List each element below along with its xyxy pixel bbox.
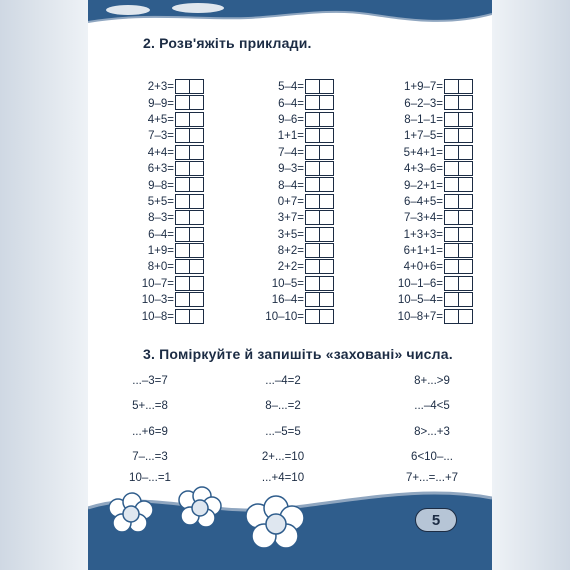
answer-cells [175, 261, 204, 275]
section-3-heading: 3. Поміркуйте й запишіть «заховані» числа. [143, 346, 453, 362]
example-row [256, 292, 334, 308]
hidden-number-puzzle: ...+6=9 [132, 426, 168, 438]
example-row [126, 79, 204, 95]
example-expression: 10–5= [271, 277, 304, 290]
page-left-margin [0, 0, 88, 570]
example-row [385, 95, 473, 111]
answer-cell[interactable] [319, 276, 334, 291]
answer-cell[interactable] [319, 227, 334, 242]
answer-cells [305, 146, 334, 160]
example-expression: 0+7= [277, 195, 304, 208]
answer-cells [175, 310, 204, 324]
example-expression: 3+7= [277, 212, 304, 225]
example-expression: 3+5= [277, 228, 304, 241]
example-expression: 4+3–6= [403, 163, 443, 176]
example-expression: 4+5= [147, 113, 174, 126]
hidden-number-puzzle: 5+...=8 [132, 400, 168, 412]
example-row [256, 243, 334, 259]
example-expression: 6–2–3= [404, 97, 443, 110]
answer-cells [175, 244, 204, 258]
example-expression: 16–4= [271, 294, 304, 307]
hidden-number-puzzle: 10–...=1 [129, 472, 171, 484]
answer-cell[interactable] [189, 112, 204, 127]
example-row [126, 243, 204, 259]
answer-cell[interactable] [458, 227, 473, 242]
example-row [385, 227, 473, 243]
answer-cells [444, 293, 473, 307]
example-expression: 10–1–6= [397, 277, 443, 290]
answer-cell[interactable] [319, 259, 334, 274]
hidden-number-puzzle: 6<10–... [411, 451, 453, 463]
answer-cells [175, 277, 204, 291]
answer-cell[interactable] [319, 309, 334, 324]
answer-cells [444, 97, 473, 111]
answer-cell[interactable] [458, 95, 473, 110]
example-expression: 10–3= [141, 294, 174, 307]
example-expression: 10–8+7= [397, 310, 443, 323]
page-number: 5 [431, 511, 441, 529]
page-number-badge [415, 508, 457, 532]
example-expression: 8+0= [147, 261, 174, 274]
example-row [256, 308, 334, 324]
example-expression: 9–9= [148, 97, 174, 110]
top-wave-decoration [88, 0, 492, 30]
answer-cell[interactable] [319, 161, 334, 176]
example-row [385, 161, 473, 177]
answer-cells [305, 211, 334, 225]
example-expression: 8+2= [277, 245, 304, 258]
example-expression: 9–2+1= [403, 179, 443, 192]
example-row [385, 177, 473, 193]
answer-cells [444, 310, 473, 324]
example-expression: 1+7–5= [403, 130, 443, 143]
answer-cell[interactable] [189, 292, 204, 307]
answer-cell[interactable] [319, 194, 334, 209]
examples-column-1 [126, 79, 204, 325]
example-row [385, 79, 473, 95]
example-row [126, 276, 204, 292]
answer-cell[interactable] [319, 243, 334, 258]
answer-cell[interactable] [458, 243, 473, 258]
example-row [385, 145, 473, 161]
hidden-number-puzzle: 2+...=10 [261, 451, 305, 463]
hidden-number-puzzle: ...–4<5 [414, 400, 450, 412]
example-expression: 4+4= [147, 146, 174, 159]
hidden-number-puzzle: 7–...=3 [132, 451, 168, 463]
example-row [126, 112, 204, 128]
answer-cells [444, 162, 473, 176]
answer-cell[interactable] [458, 79, 473, 94]
example-expression: 10–7= [141, 277, 174, 290]
example-row [385, 128, 473, 144]
answer-cell[interactable] [189, 309, 204, 324]
example-row [256, 112, 334, 128]
example-expression: 10–5–4= [397, 294, 443, 307]
answer-cells [444, 80, 473, 94]
answer-cell[interactable] [189, 95, 204, 110]
example-expression: 6–4= [278, 97, 304, 110]
answer-cell[interactable] [319, 95, 334, 110]
answer-cells [444, 146, 473, 160]
answer-cells [175, 80, 204, 94]
answer-cells [175, 195, 204, 209]
example-row [385, 243, 473, 259]
answer-cells [444, 113, 473, 127]
answer-cells [175, 211, 204, 225]
example-row [126, 194, 204, 210]
example-row [385, 276, 473, 292]
example-expression: 2+2= [277, 261, 304, 274]
answer-cells [305, 195, 334, 209]
example-expression: 6–4+5= [403, 195, 443, 208]
answer-cell[interactable] [189, 210, 204, 225]
example-row [256, 79, 334, 95]
answer-cells [305, 261, 334, 275]
example-row [126, 308, 204, 324]
answer-cell[interactable] [189, 161, 204, 176]
example-row [126, 145, 204, 161]
answer-cells [444, 211, 473, 225]
example-expression: 2+3= [147, 81, 174, 94]
answer-cell[interactable] [319, 79, 334, 94]
example-row [256, 145, 334, 161]
example-expression: 1+9= [147, 245, 174, 258]
answer-cells [305, 277, 334, 291]
example-row [385, 259, 473, 275]
answer-cells [175, 162, 204, 176]
answer-cells [175, 130, 204, 144]
example-row [385, 194, 473, 210]
answer-cell[interactable] [189, 227, 204, 242]
answer-cell[interactable] [458, 128, 473, 143]
example-expression: 6–4= [148, 228, 174, 241]
answer-cell[interactable] [189, 194, 204, 209]
answer-cell[interactable] [319, 145, 334, 160]
examples-column-3 [385, 79, 473, 325]
answer-cells [305, 228, 334, 242]
answer-cells [175, 146, 204, 160]
example-expression: 9–6= [278, 113, 304, 126]
example-row [385, 308, 473, 324]
example-expression: 10–8= [141, 310, 174, 323]
example-expression: 6+3= [147, 163, 174, 176]
answer-cells [444, 130, 473, 144]
answer-cell[interactable] [458, 276, 473, 291]
example-row [256, 161, 334, 177]
example-expression: 5–4= [278, 81, 304, 94]
answer-cells [444, 277, 473, 291]
answer-cells [305, 80, 334, 94]
hidden-number-puzzle: ...–5=5 [265, 426, 301, 438]
answer-cells [305, 179, 334, 193]
answer-cells [444, 228, 473, 242]
answer-cells [444, 244, 473, 258]
example-expression: 1+9–7= [403, 81, 443, 94]
answer-cell[interactable] [458, 161, 473, 176]
example-expression: 5+5= [147, 195, 174, 208]
answer-cells [175, 113, 204, 127]
example-expression: 4+0+6= [403, 261, 443, 274]
answer-cell[interactable] [189, 259, 204, 274]
example-row [126, 227, 204, 243]
example-row [126, 292, 204, 308]
answer-cell[interactable] [458, 177, 473, 192]
answer-cell[interactable] [189, 243, 204, 258]
answer-cell[interactable] [319, 292, 334, 307]
answer-cells [175, 97, 204, 111]
example-expression: 8–4= [278, 179, 304, 192]
example-row [256, 259, 334, 275]
example-expression: 7–3+4= [403, 212, 443, 225]
example-row [126, 95, 204, 111]
example-expression: 7–3= [148, 130, 174, 143]
example-expression: 1+1= [277, 130, 304, 143]
example-row [385, 292, 473, 308]
example-row [256, 276, 334, 292]
answer-cells [305, 162, 334, 176]
example-expression: 6+1+1= [403, 245, 443, 258]
example-expression: 8–3= [148, 212, 174, 225]
answer-cell[interactable] [458, 292, 473, 307]
example-row [385, 112, 473, 128]
answer-cell[interactable] [189, 276, 204, 291]
answer-cells [305, 130, 334, 144]
answer-cells [444, 195, 473, 209]
example-row [256, 177, 334, 193]
answer-cells [175, 293, 204, 307]
section-2-heading: 2. Розв'яжіть приклади. [143, 35, 312, 51]
example-expression: 7–4= [278, 146, 304, 159]
hidden-number-puzzle: ...–4=2 [265, 375, 301, 387]
example-row [256, 95, 334, 111]
example-expression: 9–3= [278, 163, 304, 176]
hidden-number-puzzle: 8>...+3 [414, 426, 450, 438]
example-row [256, 227, 334, 243]
answer-cell[interactable] [458, 309, 473, 324]
answer-cells [305, 97, 334, 111]
hidden-number-puzzle: 8–...=2 [265, 400, 301, 412]
answer-cell[interactable] [319, 210, 334, 225]
hidden-number-puzzle: 7+...=...+7 [405, 472, 459, 484]
answer-cell[interactable] [458, 194, 473, 209]
example-row [126, 210, 204, 226]
answer-cells [444, 179, 473, 193]
answer-cell[interactable] [458, 210, 473, 225]
example-row [126, 259, 204, 275]
answer-cells [305, 113, 334, 127]
example-row [126, 128, 204, 144]
answer-cell[interactable] [458, 112, 473, 127]
example-row [256, 194, 334, 210]
answer-cell[interactable] [319, 112, 334, 127]
example-expression: 10–10= [265, 310, 304, 323]
answer-cells [305, 293, 334, 307]
example-expression: 8–1–1= [404, 113, 443, 126]
answer-cell[interactable] [319, 128, 334, 143]
answer-cell[interactable] [458, 259, 473, 274]
hidden-number-puzzle: 8+...>9 [414, 375, 450, 387]
answer-cells [175, 179, 204, 193]
answer-cell[interactable] [189, 128, 204, 143]
example-row [126, 161, 204, 177]
answer-cell[interactable] [319, 177, 334, 192]
example-row [126, 177, 204, 193]
example-row [256, 128, 334, 144]
example-expression: 9–8= [148, 179, 174, 192]
page-right-margin [492, 0, 570, 570]
answer-cells [175, 228, 204, 242]
hidden-number-puzzle: ...+4=10 [261, 472, 305, 484]
example-expression: 5+4+1= [403, 146, 443, 159]
answer-cell[interactable] [458, 145, 473, 160]
answer-cell[interactable] [189, 145, 204, 160]
answer-cells [305, 244, 334, 258]
answer-cell[interactable] [189, 79, 204, 94]
example-row [385, 210, 473, 226]
example-expression: 1+3+3= [403, 228, 443, 241]
answer-cells [444, 261, 473, 275]
examples-column-2 [256, 79, 334, 325]
hidden-number-puzzle: ...–3=7 [132, 375, 168, 387]
answer-cell[interactable] [189, 177, 204, 192]
answer-cells [305, 310, 334, 324]
example-row [256, 210, 334, 226]
